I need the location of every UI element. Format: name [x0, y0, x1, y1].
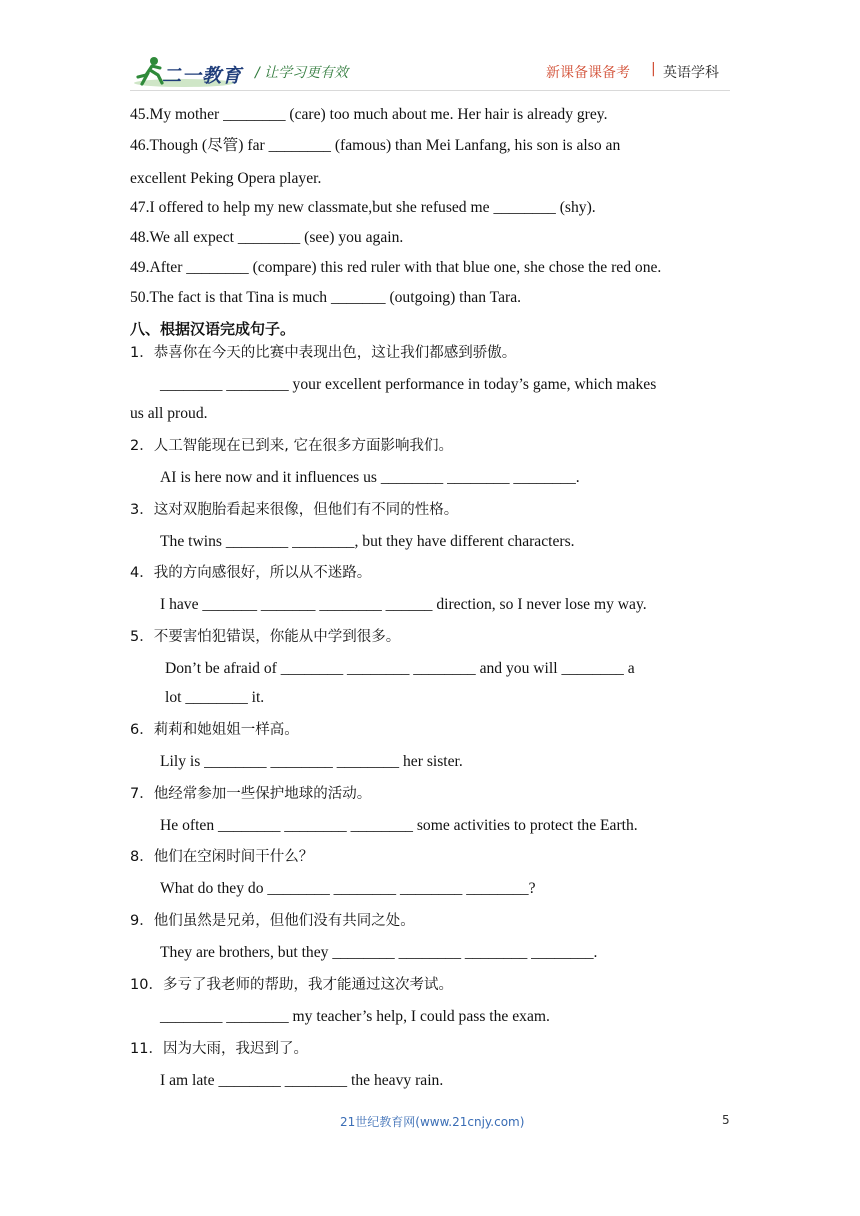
item-2-chinese: 2．人工智能现在已到来, 它在很多方面影响我们。: [130, 438, 453, 454]
header-divider: [130, 90, 730, 91]
item-8-english: What do they do ________ ________ ________ ________?: [160, 880, 536, 897]
page-header: [0, 0, 860, 100]
brand-name: 二一教育: [162, 66, 243, 87]
item-8-chinese: 8．他们在空闲时间干什么？: [130, 849, 314, 865]
item-3-chinese: 3．这对双胞胎看起来很像，但他们有不同的性格。: [130, 502, 459, 518]
section-heading: 八、根据汉语完成句子。: [130, 320, 296, 338]
subject-label: 英语学科: [663, 65, 719, 81]
item-5-chinese: 5．不要害怕犯错误，你能从中学到很多。: [130, 629, 401, 645]
course-label: 新课备课备考: [546, 65, 630, 81]
item-3-english: The twins ________ ________, but they have different characters.: [160, 533, 575, 550]
page-number: 5: [722, 1113, 730, 1127]
item-4-chinese: 4．我的方向感很好，所以从不迷路。: [130, 565, 372, 581]
item-6-english: Lily is ________ ________ ________ her sister.: [160, 753, 463, 770]
item-9-chinese: 9．他们虽然是兄弟，但他们没有共同之处。: [130, 913, 415, 929]
item-1-english: ________ ________ your excellent performance in today’s game, which makes: [160, 376, 657, 393]
item-5-english: Don’t be afraid of ________ ________ ________ and you will ________ a: [165, 660, 635, 677]
item-11-chinese: 11．因为大雨，我迟到了。: [130, 1041, 308, 1057]
item-2-english: AI is here now and it influences us ________ ________ ________.: [160, 469, 580, 486]
question-48: 48.We all expect ________ (see) you again.: [130, 229, 404, 246]
item-9-english: They are brothers, but they ________ ________ ________ ________.: [160, 944, 598, 961]
item-1-chinese: 1．恭喜你在今天的比赛中表现出色，这让我们都感到骄傲。: [130, 345, 517, 361]
slogan: / 让学习更有效: [255, 65, 349, 81]
question-47: 47.I offered to help my new classmate,but she refused me ________ (shy).: [130, 199, 596, 216]
item-1-english-continued: us all proud.: [130, 405, 208, 422]
question-45: 45.My mother ________ (care) too much about me. Her hair is already grey.: [130, 106, 608, 123]
item-7-chinese: 7．他经常参加一些保护地球的活动。: [130, 786, 372, 802]
question-46-continued: excellent Peking Opera player.: [130, 170, 322, 187]
question-46: 46.Though (尽管) far ________ (famous) than Mei Lanfang, his son is also an: [130, 137, 621, 154]
item-5-english-continued: lot ________ it.: [165, 689, 265, 706]
header-separator: |: [651, 61, 656, 77]
question-50: 50.The fact is that Tina is much _______ (outgoing) than Tara.: [130, 289, 522, 306]
item-10-english: ________ ________ my teacher’s help, I could pass the exam.: [160, 1008, 550, 1025]
item-10-chinese: 10．多亏了我老师的帮助，我才能通过这次考试。: [130, 977, 453, 993]
footer-source: 21世纪教育网(www.21cnjy.com): [340, 1115, 525, 1129]
item-6-chinese: 6．莉莉和她姐姐一样高。: [130, 722, 299, 738]
item-4-english: I have _______ _______ ________ ______ direction, so I never lose my way.: [160, 596, 647, 613]
item-7-english: He often ________ ________ ________ some activities to protect the Earth.: [160, 817, 638, 834]
item-11-english: I am late ________ ________ the heavy rain.: [160, 1072, 444, 1089]
question-49: 49.After ________ (compare) this red ruler with that blue one, she chose the red one.: [130, 259, 662, 276]
